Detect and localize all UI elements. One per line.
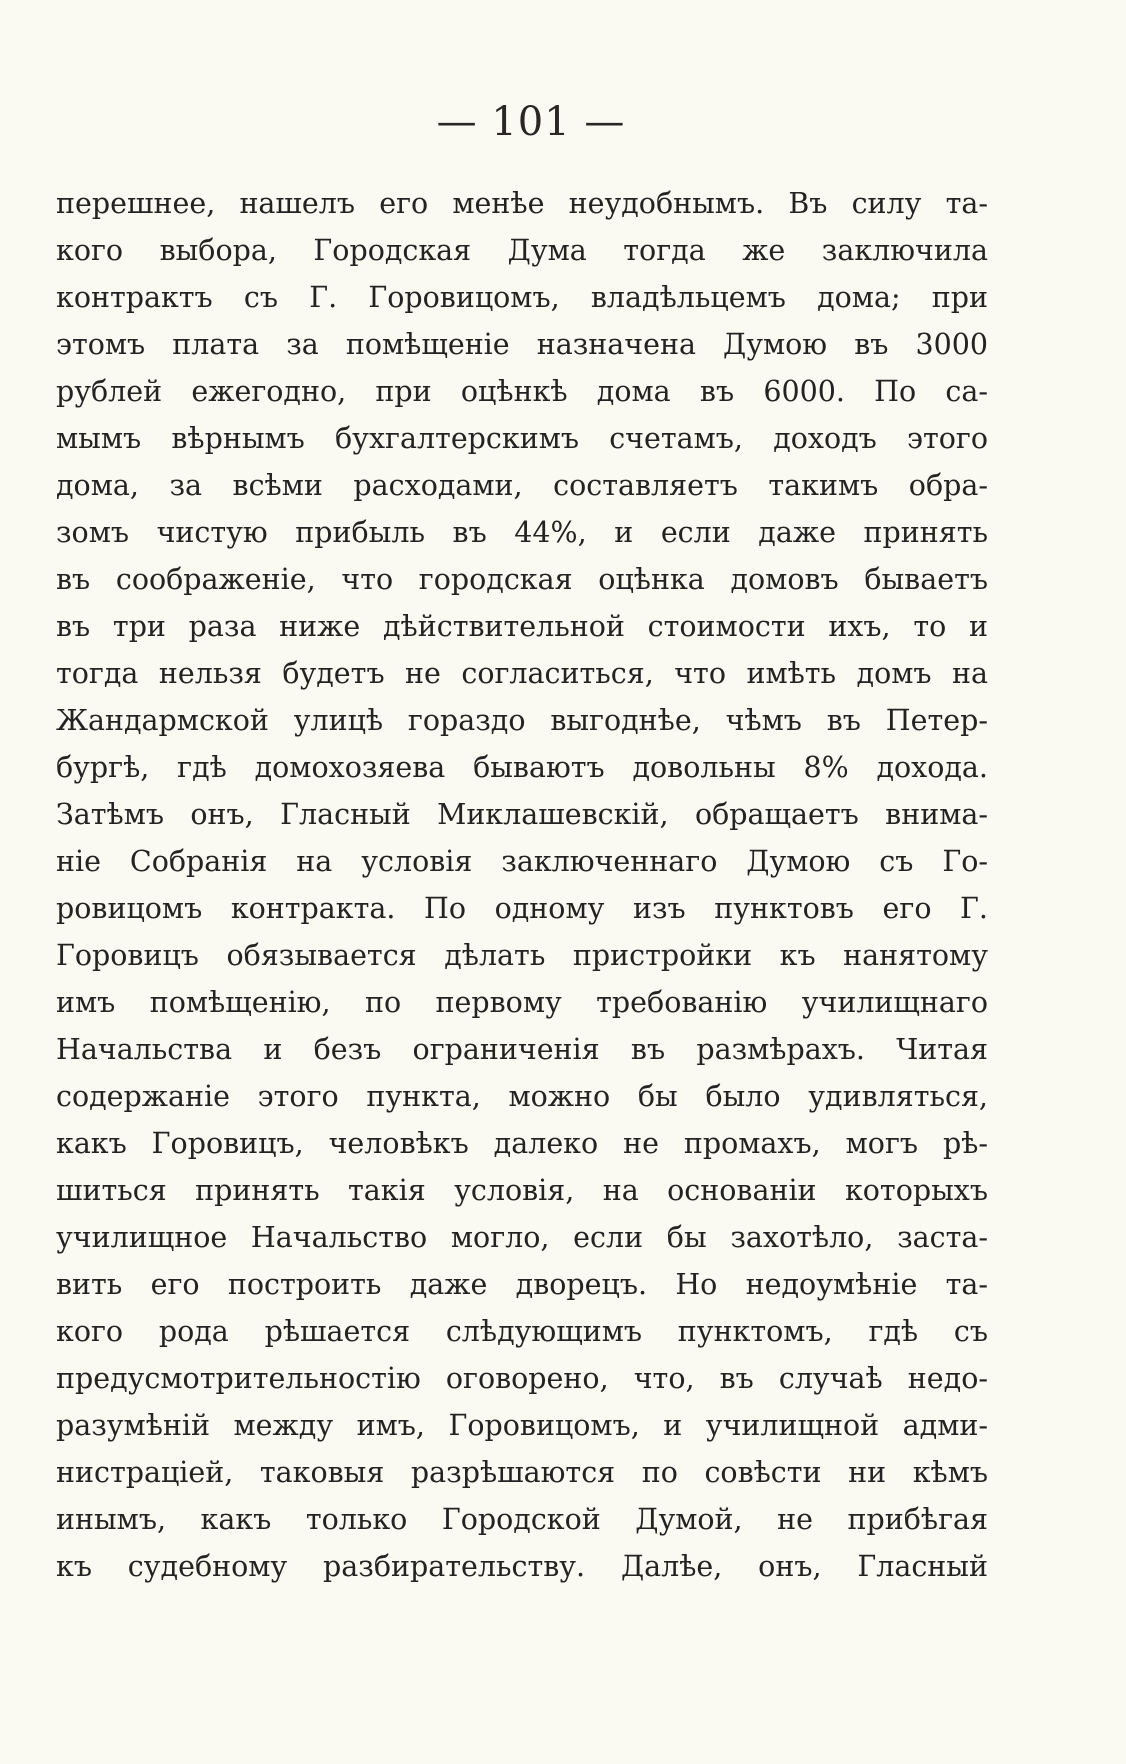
text-line: кого рода рѣшается слѣдующимъ пунктомъ, гдѣ съ xyxy=(56,1315,988,1348)
text-line: въ три раза ниже дѣйствительной стоимости ихъ, то и xyxy=(56,610,988,643)
text-line: ровицомъ контракта. По одному изъ пунктовъ его Г. xyxy=(56,892,988,925)
text-line: какъ Горовицъ, человѣкъ далеко не промахъ, могъ рѣ- xyxy=(56,1127,988,1160)
text-line: тогда нельзя будетъ не согласиться, что имѣть домъ на xyxy=(56,657,988,690)
text-line: зомъ чистую прибыль въ 44%, и если даже принять xyxy=(56,516,988,549)
text-line: шиться принять такія условія, на основаніи которыхъ xyxy=(56,1174,988,1207)
text-line: Затѣмъ онъ, Гласный Миклашевскій, обращаетъ внима- xyxy=(56,798,988,831)
page-number: — 101 — xyxy=(436,99,626,145)
text-line: содержаніе этого пункта, можно бы было удивляться, xyxy=(56,1080,988,1113)
text-line: бургѣ, гдѣ домохозяева бываютъ довольны 8% дохода. xyxy=(56,751,988,784)
text-line: инымъ, какъ только Городской Думой, не прибѣгая xyxy=(56,1503,988,1536)
text-line: рублей ежегодно, при оцѣнкѣ дома въ 6000. По са- xyxy=(56,375,988,408)
text-line: нистраціей, таковыя разрѣшаются по совѣсти ни кѣмъ xyxy=(56,1456,988,1489)
text-line: училищное Начальство могло, если бы захотѣло, заста- xyxy=(56,1221,988,1254)
text-line: Начальства и безъ ограниченія въ размѣрахъ. Читая xyxy=(56,1033,988,1066)
text-line: ніе Собранія на условія заключеннаго Думою съ Го- xyxy=(56,845,988,878)
body-text xyxy=(56,180,988,1590)
text-line: кого выбора, Городская Дума тогда же заключила xyxy=(56,234,988,267)
text-line: этомъ плата за помѣщеніе назначена Думою въ 3000 xyxy=(56,328,988,361)
text-line: Горовицъ обязывается дѣлать пристройки къ нанятому xyxy=(56,939,988,972)
text-line: разумѣній между имъ, Горовицомъ, и училищной адми- xyxy=(56,1409,988,1442)
text-line: мымъ вѣрнымъ бухгалтерскимъ счетамъ, доходъ этого xyxy=(56,422,988,455)
text-line: предусмотрительностію оговорено, что, въ случаѣ недо- xyxy=(56,1362,988,1395)
text-line: имъ помѣщенію, по первому требованію училищнаго xyxy=(56,986,988,1019)
text-line: контрактъ съ Г. Горовицомъ, владѣльцемъ дома; при xyxy=(56,281,988,314)
text-line: Жандармской улицѣ гораздо выгоднѣе, чѣмъ въ Петер- xyxy=(56,704,988,737)
text-line: въ соображеніе, что городская оцѣнка домовъ бываетъ xyxy=(56,563,988,596)
text-line: къ судебному разбирательству. Далѣе, онъ, Гласный xyxy=(56,1550,988,1583)
text-line: вить его построить даже дворецъ. Но недоумѣніе та- xyxy=(56,1268,988,1301)
text-line: дома, за всѣми расходами, составляетъ такимъ обра- xyxy=(56,469,988,502)
text-line: перешнее, нашелъ его менѣе неудобнымъ. Въ силу та- xyxy=(56,187,988,220)
